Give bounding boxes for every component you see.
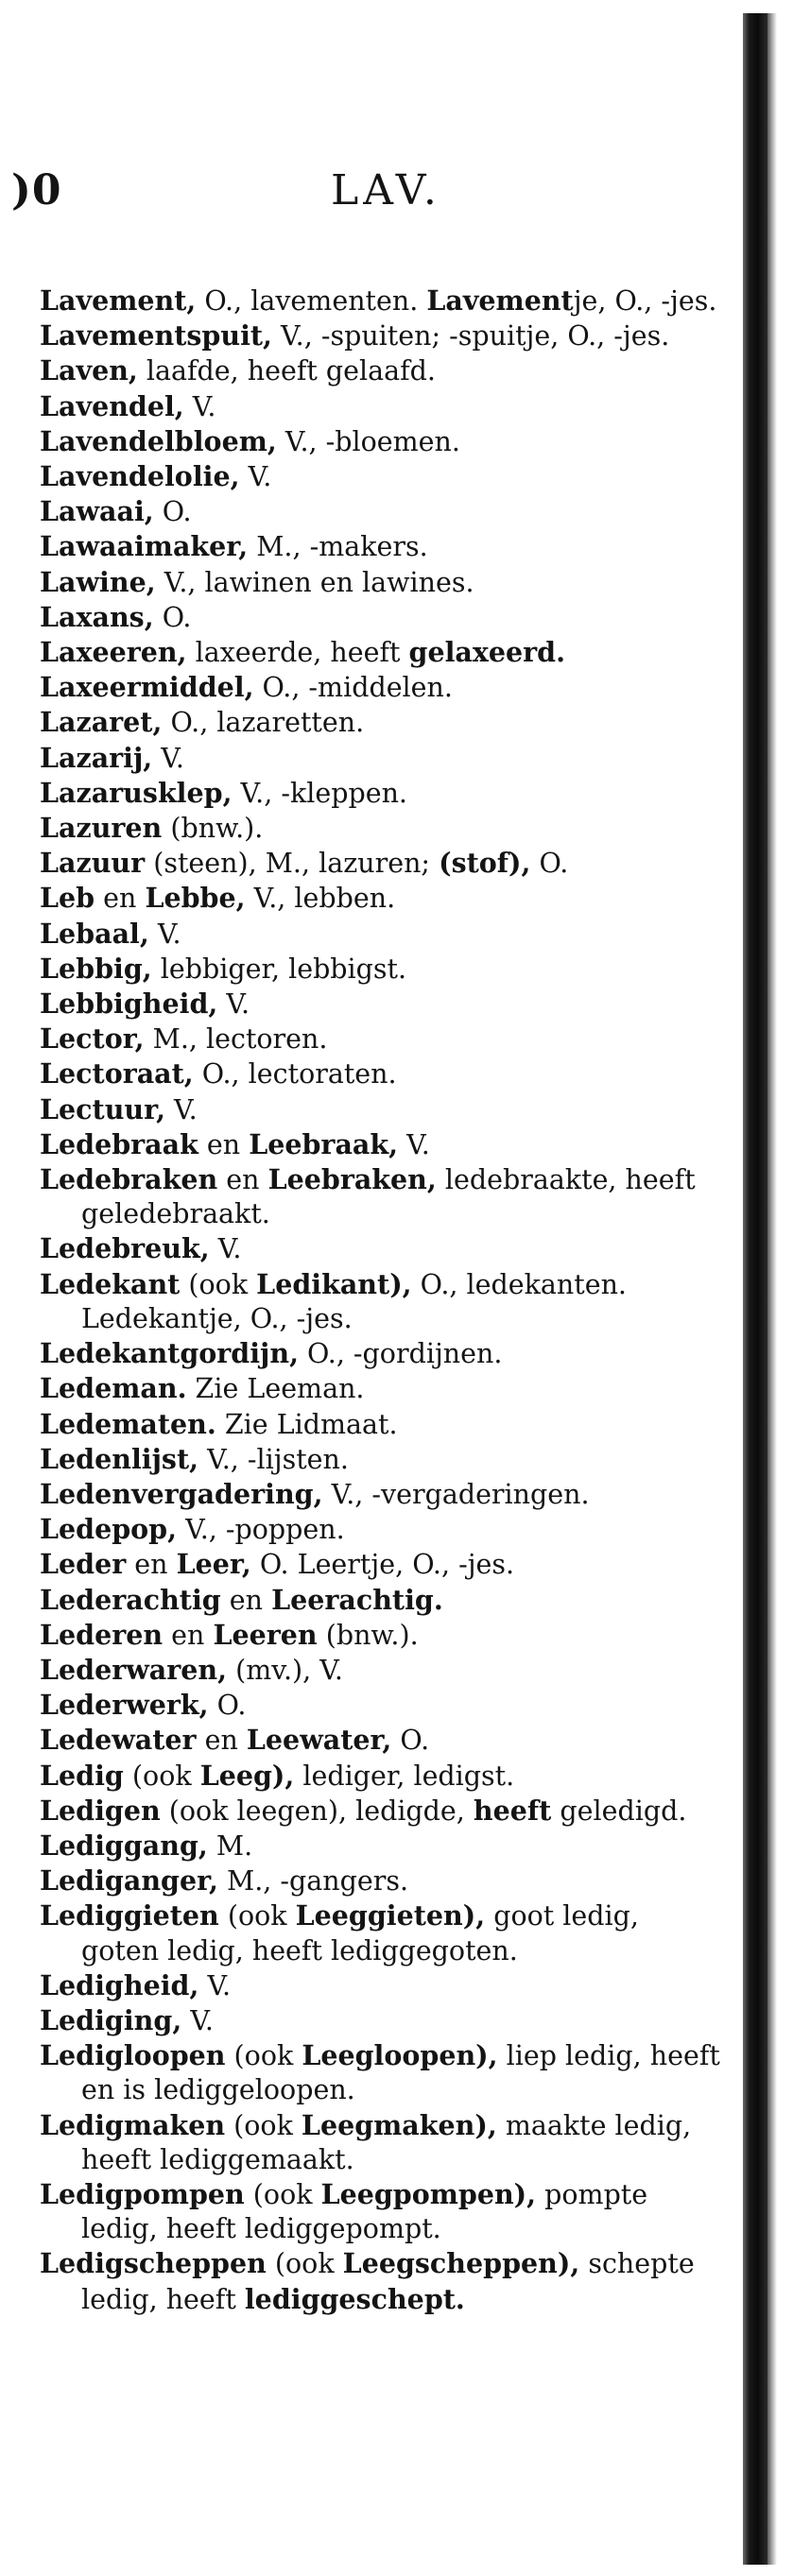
entry-text: V., -kleppen.: [232, 777, 407, 809]
entry-headword: Lector,: [40, 1022, 145, 1056]
dictionary-entry: [40, 529, 722, 564]
dictionary-entry: [40, 776, 722, 811]
dictionary-entry: [40, 2108, 722, 2177]
entry-text: maakte ledig, heeft lediggemaakt.: [81, 2109, 692, 2175]
entry-headword: gelaxeerd.: [408, 636, 566, 669]
entry-headword: Leeggieten),: [295, 1899, 486, 1932]
entry-headword: Leegpompen),: [320, 2177, 537, 2210]
dictionary-entry: [40, 2246, 722, 2316]
dictionary-entry: [40, 1442, 722, 1477]
entry-headword: Ledikant),: [256, 1267, 412, 1300]
entry-text: O.: [153, 601, 192, 633]
entry-text: V.: [181, 2004, 214, 2036]
entry-text: O.: [153, 496, 192, 528]
dictionary-entry: [40, 2003, 722, 2038]
entry-headword: heeft: [473, 1794, 552, 1827]
entry-text: V.: [217, 988, 250, 1021]
entry-text: M., lectoren.: [144, 1023, 328, 1056]
dictionary-entry: [40, 917, 722, 952]
dictionary-entry: [40, 670, 722, 705]
dictionary-entry: [40, 741, 722, 776]
dictionary-entry: [40, 600, 722, 635]
dictionary-entry: [40, 705, 722, 740]
entry-text: V.: [148, 918, 181, 950]
entry-text: en: [163, 1619, 214, 1651]
entry-text: O., lavementen.: [196, 285, 427, 317]
entry-headword: Leeg),: [199, 1759, 295, 1792]
dictionary-entry: [40, 1829, 722, 1863]
dictionary-entry: [40, 1794, 722, 1829]
entry-headword: Lazuur: [40, 847, 146, 880]
entry-text: O., lectoraten.: [193, 1058, 397, 1091]
entry-headword: Leerachtig.: [271, 1583, 443, 1616]
entry-text: geledigd.: [551, 1795, 687, 1827]
entry-headword: Lavementspuit,: [40, 319, 272, 352]
dictionary-entry: [40, 1759, 722, 1794]
entry-headword: Ledigpompen: [40, 2177, 245, 2210]
entry-text: (ook: [225, 2040, 302, 2072]
entry-headword: Ledematen.: [40, 1407, 216, 1440]
entry-text: O. Leertje, O., -jes.: [250, 1549, 515, 1581]
dictionary-entry: [40, 318, 722, 353]
entry-headword: Lavement,: [40, 284, 197, 317]
dictionary-entry: [40, 1653, 722, 1688]
dictionary-entry: [40, 1407, 722, 1442]
entry-headword: Lavendel,: [40, 389, 184, 422]
entry-headword: Lazuren: [40, 812, 163, 845]
entry-text: V., lawinen en lawines.: [155, 566, 474, 598]
dictionary-entry: [40, 494, 722, 529]
dictionary-entry: [40, 565, 722, 600]
entry-headword: Lederachtig: [40, 1583, 221, 1616]
entry-headword: Lebbig,: [40, 952, 152, 985]
entry-headword: Ledigscheppen: [40, 2247, 267, 2280]
entry-text: O., lazaretten.: [162, 707, 365, 739]
dictionary-entry: [40, 1056, 722, 1091]
dictionary-entry: [40, 1512, 722, 1547]
entry-headword: Lederwerk,: [40, 1689, 209, 1722]
entry-text: V.: [198, 1969, 232, 2001]
dictionary-entry: [40, 952, 722, 987]
entry-headword: Ledeman.: [40, 1372, 187, 1405]
entry-text: V.: [209, 1233, 242, 1265]
dictionary-entry: [40, 1162, 722, 1231]
entry-headword: Lediganger,: [40, 1864, 218, 1898]
entry-headword: Lawaai,: [40, 495, 154, 528]
entry-text: en: [95, 883, 146, 915]
entry-text: lebbiger, lebbigst.: [151, 953, 407, 985]
entry-headword: Laxeeren,: [40, 636, 187, 669]
entry-text: V.: [239, 461, 272, 493]
entry-text: O.: [530, 848, 569, 880]
entry-text: pompte ledig, heeft lediggepompt.: [81, 2178, 648, 2245]
entry-text: V.: [183, 390, 216, 422]
dictionary-entry: [40, 1477, 722, 1512]
entry-text: O., ledekanten. Ledekantje, O., -jes.: [81, 1268, 627, 1334]
entry-text: V.: [152, 742, 184, 774]
entry-headword: Leegscheppen),: [342, 2247, 580, 2280]
entry-text: en: [220, 1584, 272, 1616]
dictionary-entry: [40, 1022, 722, 1056]
entry-text: V., -spuiten; -spuitje, O., -jes.: [271, 320, 670, 352]
entry-headword: Ledigmaken: [40, 2108, 226, 2141]
entry-headword: Lediggang,: [40, 1829, 208, 1862]
entry-headword: Lebbe,: [145, 882, 246, 915]
running-head: LAV.: [331, 166, 441, 215]
entry-headword: Ledenvergadering,: [40, 1477, 323, 1510]
entry-text: (ook leegen), ledigde,: [160, 1795, 474, 1827]
entry-headword: Laxeermiddel,: [40, 671, 254, 704]
dictionary-entry: [40, 881, 722, 916]
entry-text: laxeerde, heeft: [186, 637, 409, 669]
entry-text: (mv.), V.: [227, 1654, 343, 1686]
entry-headword: Leer,: [176, 1548, 251, 1581]
entry-headword: Lazarusklep,: [40, 776, 233, 809]
entry-text: (ook: [266, 2248, 343, 2280]
entry-headword: Laxans,: [40, 600, 154, 633]
entry-headword: Ledekant: [40, 1267, 181, 1300]
entry-text: (bnw.).: [162, 813, 264, 845]
entry-headword: Ledigen: [40, 1794, 161, 1827]
entry-text: V., -bloemen.: [276, 425, 460, 457]
dictionary-entry: [40, 1863, 722, 1898]
entry-text: V.: [165, 1093, 198, 1125]
entry-headword: Lediging,: [40, 2003, 182, 2036]
entry-text: Zie Leeman.: [186, 1373, 365, 1405]
dictionary-entry: [40, 1092, 722, 1127]
entry-text: Zie Lidmaat.: [215, 1408, 398, 1440]
entry-headword: Ledig: [40, 1759, 124, 1792]
dictionary-entry: [40, 846, 722, 881]
entry-text: (ook: [225, 2109, 302, 2141]
page-edge-fade: [767, 13, 777, 2565]
entry-text: (ook: [218, 1900, 296, 1932]
entry-headword: Lebaal,: [40, 917, 149, 950]
entry-headword: Leebraak,: [249, 1127, 399, 1160]
dictionary-entry: [40, 353, 722, 388]
entry-headword: Leewater,: [246, 1724, 392, 1757]
entry-headword: Lederen: [40, 1618, 164, 1651]
dictionary-entry: [40, 459, 722, 494]
entry-headword: lediggeschept.: [244, 2282, 465, 2315]
entry-text: je, O., -jes.: [573, 285, 717, 317]
entry-text: M., -makers.: [248, 531, 428, 563]
entry-headword: Leebraken,: [267, 1163, 437, 1196]
dictionary-entry: [40, 635, 722, 670]
dictionary-entry: [40, 424, 722, 459]
entry-headword: Leb: [40, 882, 95, 915]
entry-text: en: [196, 1725, 247, 1757]
entry-headword: Lawaaimaker,: [40, 530, 249, 563]
entry-headword: Ledebraak: [40, 1127, 198, 1160]
dictionary-entry: [40, 1127, 722, 1162]
entry-headword: Ledigheid,: [40, 1968, 199, 2001]
entry-headword: Lazaret,: [40, 706, 163, 739]
dictionary-entry: [40, 1688, 722, 1723]
dictionary-entry: [40, 1583, 722, 1618]
entry-text: lediger, ledigst.: [294, 1760, 515, 1792]
dictionary-entry: [40, 1968, 722, 2003]
entry-headword: Ledewater: [40, 1724, 197, 1757]
entry-headword: Leegmaken),: [301, 2108, 497, 2141]
entry-text: M., -gangers.: [217, 1865, 409, 1898]
entry-text: laafde, heeft gelaafd.: [137, 355, 436, 387]
dictionary-entry: [40, 987, 722, 1022]
entry-headword: Lederwaren,: [40, 1653, 228, 1686]
entry-text: V., -lijsten.: [198, 1443, 349, 1475]
entry-text: O.: [208, 1690, 247, 1722]
entry-headword: Ledenlijst,: [40, 1442, 199, 1475]
entry-text: ledebraakte, heeft geledebraakt.: [81, 1164, 696, 1230]
entry-headword: Lazarij,: [40, 741, 153, 774]
dictionary-entry: [40, 1336, 722, 1371]
dictionary-entry: [40, 1231, 722, 1266]
entry-headword: Ledebraken: [40, 1163, 218, 1196]
entry-headword: Lectuur,: [40, 1092, 165, 1125]
dictionary-entry: [40, 1267, 722, 1336]
entry-headword: Ledepop,: [40, 1513, 178, 1546]
entry-headword: Leegloopen),: [302, 2039, 498, 2072]
entry-text: (steen), M., lazuren;: [145, 848, 440, 880]
entry-headword: (stof),: [439, 847, 531, 880]
page-number: )0: [11, 166, 62, 215]
entry-text: V.: [398, 1128, 430, 1160]
entry-text: schepte ledig, heeft: [81, 2248, 695, 2315]
entry-headword: Lectoraat,: [40, 1057, 194, 1091]
entry-headword: Leder: [40, 1548, 127, 1581]
entry-headword: Ledekantgordijn,: [40, 1337, 299, 1370]
entry-text: M.: [207, 1829, 253, 1862]
entry-text: (ook: [123, 1760, 200, 1792]
entry-headword: Leeren: [213, 1618, 318, 1651]
entry-text: V., -poppen.: [177, 1514, 345, 1546]
dictionary-entry: [40, 1898, 722, 1967]
entry-headword: Ledigloopen: [40, 2039, 226, 2072]
page-edge-shadow: [743, 13, 767, 2565]
entry-text: en: [126, 1549, 177, 1581]
entry-headword: Lawine,: [40, 565, 156, 598]
dictionary-entry: [40, 1371, 722, 1406]
entry-headword: Lebbigheid,: [40, 987, 218, 1021]
entry-text: (bnw.).: [317, 1619, 419, 1651]
dictionary-entry: [40, 811, 722, 846]
dictionary-entry: [40, 389, 722, 424]
dictionary-entry: [40, 2038, 722, 2107]
entry-headword: Lavendelolie,: [40, 460, 240, 493]
entry-text: O., -middelen.: [253, 672, 453, 704]
entry-text: V., -vergaderingen.: [322, 1478, 590, 1510]
entry-text: en: [198, 1128, 250, 1160]
entry-headword: Ledebreuk,: [40, 1232, 210, 1265]
entry-text: (ook: [244, 2178, 321, 2210]
dictionary-entry: [40, 1547, 722, 1582]
entry-text: en: [217, 1164, 268, 1196]
entry-headword: Lavement: [426, 284, 574, 317]
dictionary-entry: [40, 283, 722, 318]
entry-text: liep ledig, heeft en is lediggeloopen.: [81, 2040, 720, 2106]
entry-text: O.: [391, 1725, 430, 1757]
dictionary-entry: [40, 1723, 722, 1758]
dictionary-entry: [40, 1618, 722, 1653]
entry-headword: Laven,: [40, 354, 138, 387]
entry-text: V., lebben.: [245, 883, 396, 915]
dictionary-entry: [40, 2177, 722, 2246]
entry-text: goot ledig, goten ledig, heeft lediggegoten.: [81, 1900, 639, 1966]
entry-headword: Lavendelbloem,: [40, 424, 277, 457]
entry-text: (ook: [180, 1268, 257, 1300]
entry-list: [40, 283, 722, 2317]
entry-headword: Lediggieten: [40, 1899, 219, 1932]
entry-text: O., -gordijnen.: [299, 1338, 503, 1370]
